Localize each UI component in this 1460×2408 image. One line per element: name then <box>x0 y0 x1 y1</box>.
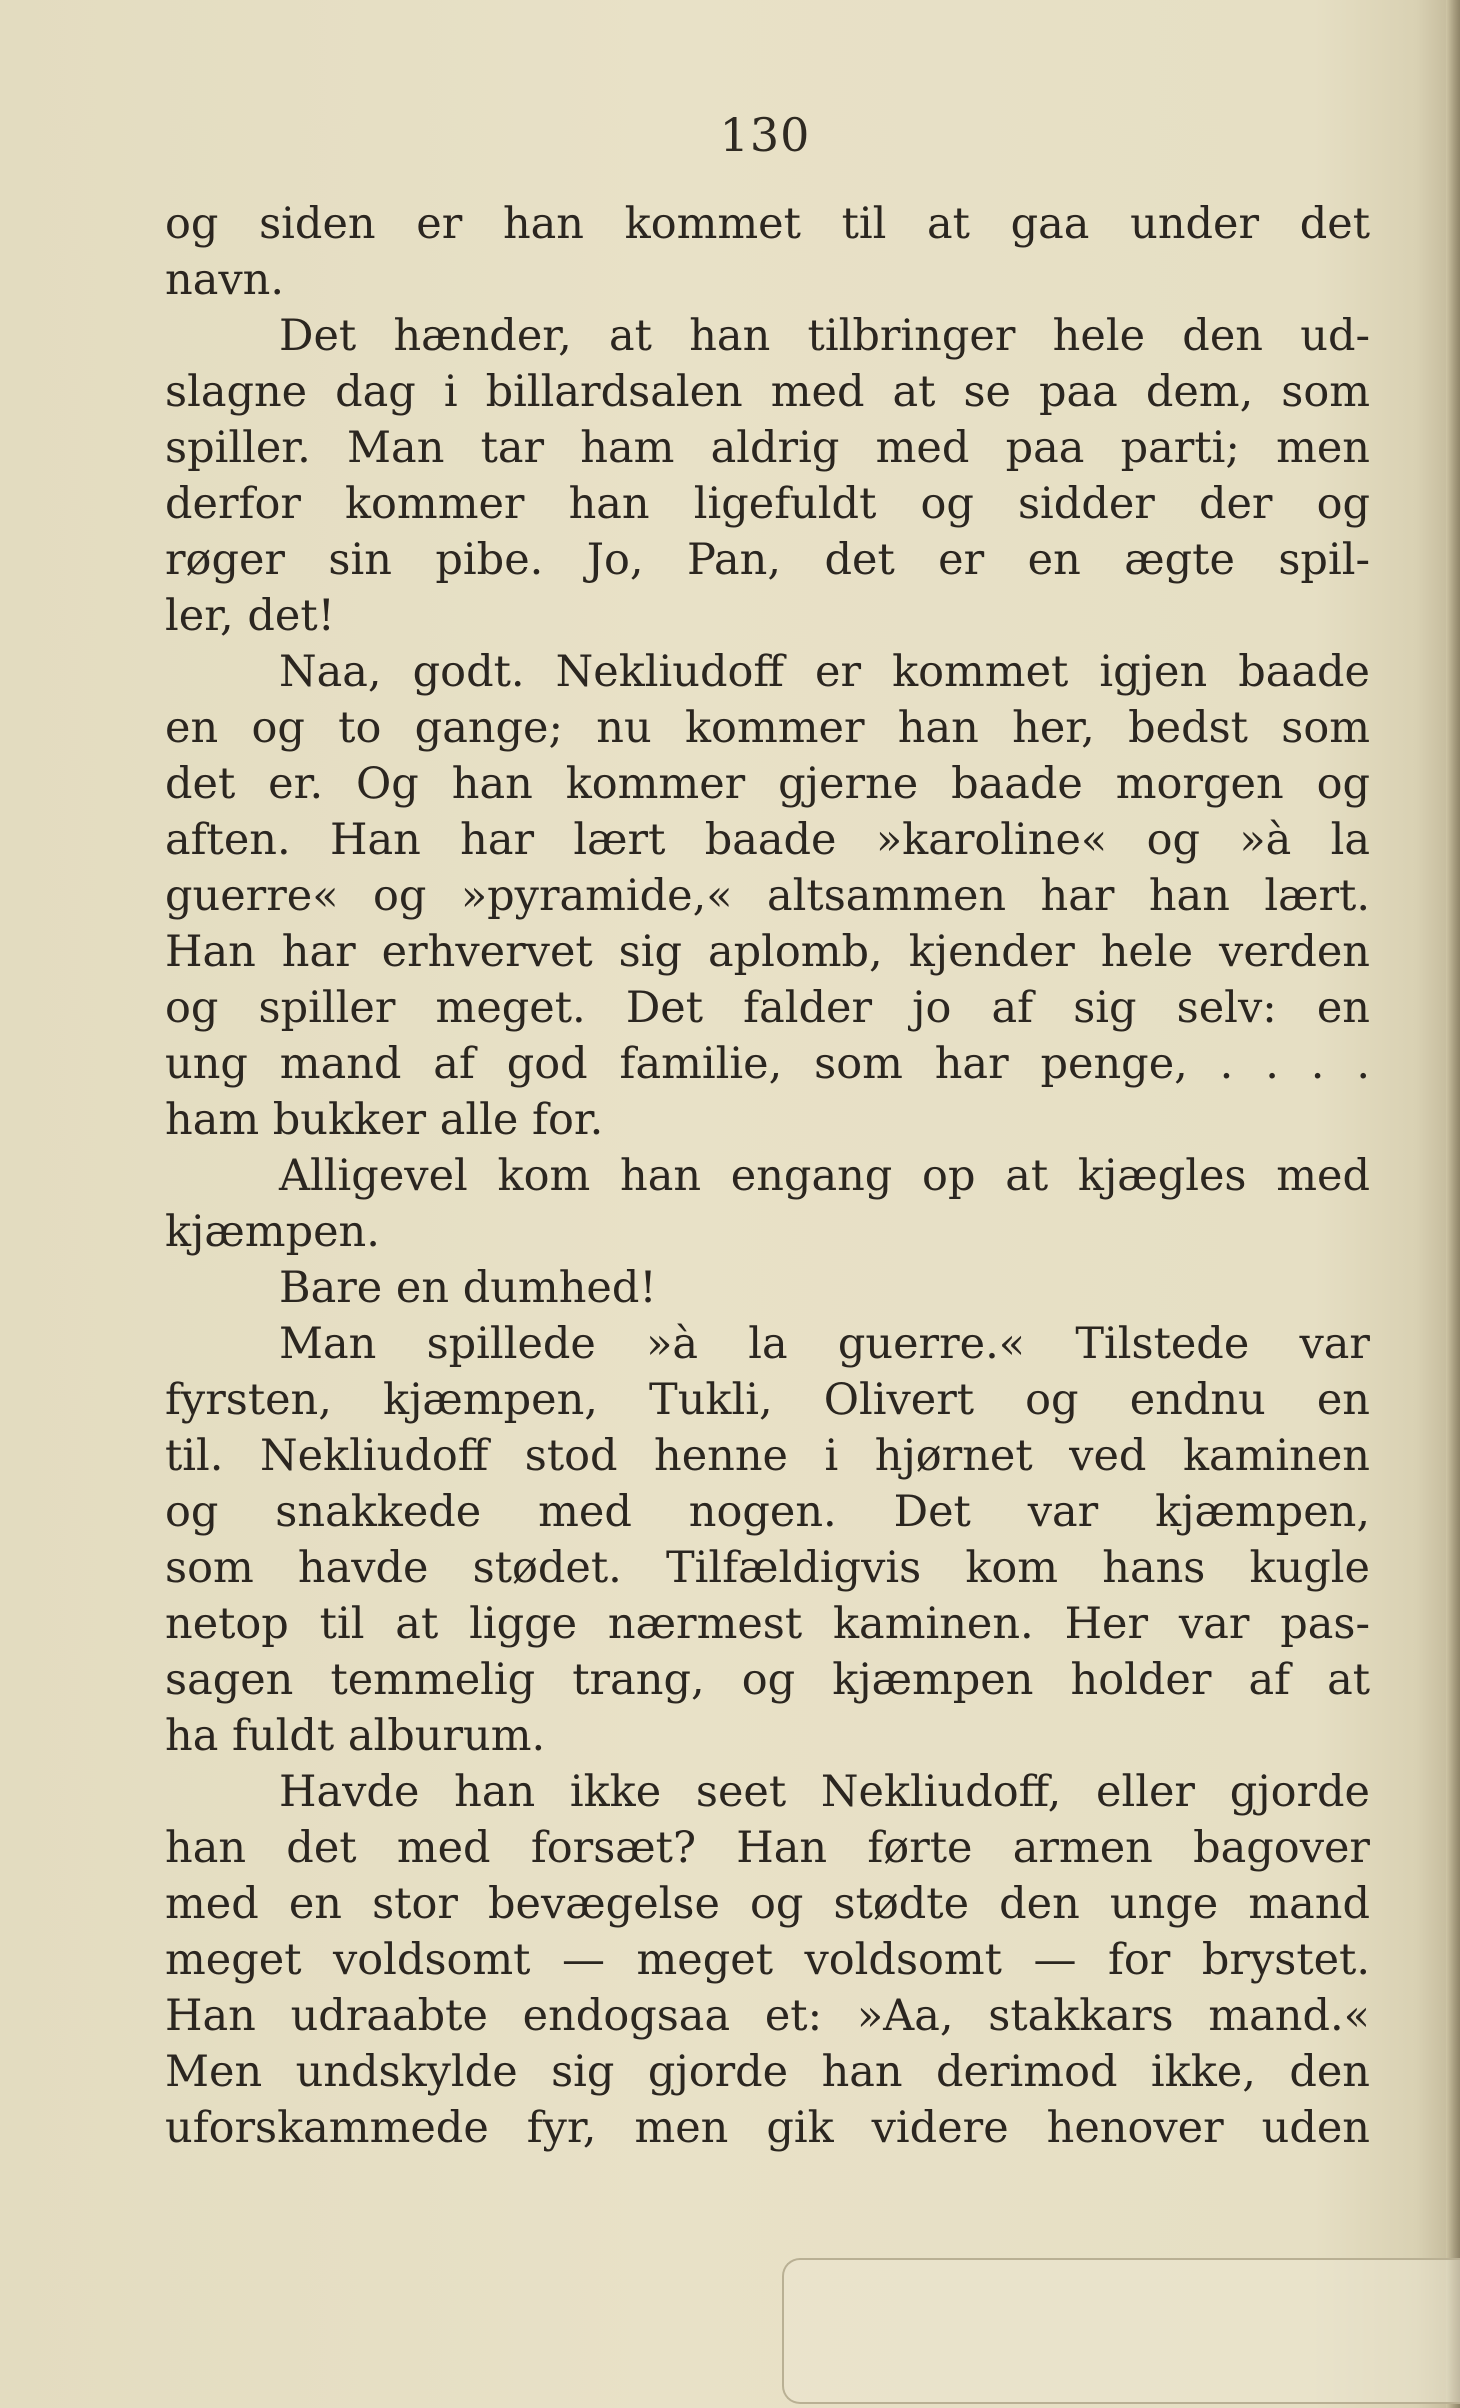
text-line: ler, det! <box>165 591 335 641</box>
text-line: Havde han ikke seet Nekliudoff, eller gjorde <box>279 1767 1370 1817</box>
text-line: og snakkede med nogen. Det var kjæmpen, <box>165 1487 1370 1537</box>
text-line: slagne dag i billardsalen med at se paa dem, som <box>165 367 1370 417</box>
text-line: spiller. Man tar ham aldrig med paa parti; men <box>165 423 1370 473</box>
text-line: og spiller meget. Det falder jo af sig selv: en <box>165 983 1370 1033</box>
text-line: Men undskylde sig gjorde han derimod ikke, den <box>165 2047 1370 2097</box>
text-line: derfor kommer han ligefuldt og sidder der og <box>165 479 1370 529</box>
text-line: netop til at ligge nærmest kaminen. Her var pas- <box>165 1599 1370 1649</box>
library-stamp-box <box>782 2258 1460 2404</box>
text-line: ham bukker alle for. <box>165 1095 604 1145</box>
text-line: ha fuldt alburum. <box>165 1711 546 1761</box>
text-line: Det hænder, at han tilbringer hele den ud- <box>279 311 1370 361</box>
text-line: Man spillede »à la guerre.« Tilstede var <box>279 1319 1370 1369</box>
text-line: Bare en dumhed! <box>279 1263 657 1313</box>
page-number: 130 <box>719 108 811 162</box>
text-line: han det med forsæt? Han førte armen bagover <box>165 1823 1370 1873</box>
text-line: navn. <box>165 255 284 305</box>
text-line: som havde stødet. Tilfældigvis kom hans kugle <box>165 1543 1370 1593</box>
text-line: aften. Han har lært baade »karoline« og »à la <box>165 815 1370 865</box>
text-line: meget voldsomt — meget voldsomt — for brystet. <box>165 1935 1370 1985</box>
page-edge-shadow <box>1446 0 1460 2408</box>
text-line: Alligevel kom han engang op at kjægles med <box>279 1151 1370 1201</box>
text-line: fyrsten, kjæmpen, Tukli, Olivert og endnu en <box>165 1375 1370 1425</box>
text-line: til. Nekliudoff stod henne i hjørnet ved kaminen <box>165 1431 1370 1481</box>
text-line: Naa, godt. Nekliudoff er kommet igjen baade <box>279 647 1370 697</box>
text-line: en og to gange; nu kommer han her, bedst som <box>165 703 1370 753</box>
text-line: og siden er han kommet til at gaa under det <box>165 199 1370 249</box>
text-line: sagen temmelig trang, og kjæmpen holder af at <box>165 1655 1370 1705</box>
text-line: det er. Og han kommer gjerne baade morgen og <box>165 759 1370 809</box>
text-line: røger sin pibe. Jo, Pan, det er en ægte spil- <box>165 535 1370 585</box>
text-line: Han har erhvervet sig aplomb, kjender hele verden <box>165 927 1370 977</box>
text-line: ung mand af god familie, som har penge, . . . . <box>165 1039 1370 1089</box>
text-line: guerre« og »pyramide,« altsammen har han lært. <box>165 871 1370 921</box>
text-line: kjæmpen. <box>165 1207 380 1257</box>
text-line: Han udraabte endogsaa et: »Aa, stakkars mand.« <box>165 1991 1370 2041</box>
text-line: uforskammede fyr, men gik videre henover uden <box>165 2103 1370 2153</box>
body-text <box>165 196 1370 2156</box>
text-line: med en stor bevægelse og stødte den unge mand <box>165 1879 1370 1929</box>
